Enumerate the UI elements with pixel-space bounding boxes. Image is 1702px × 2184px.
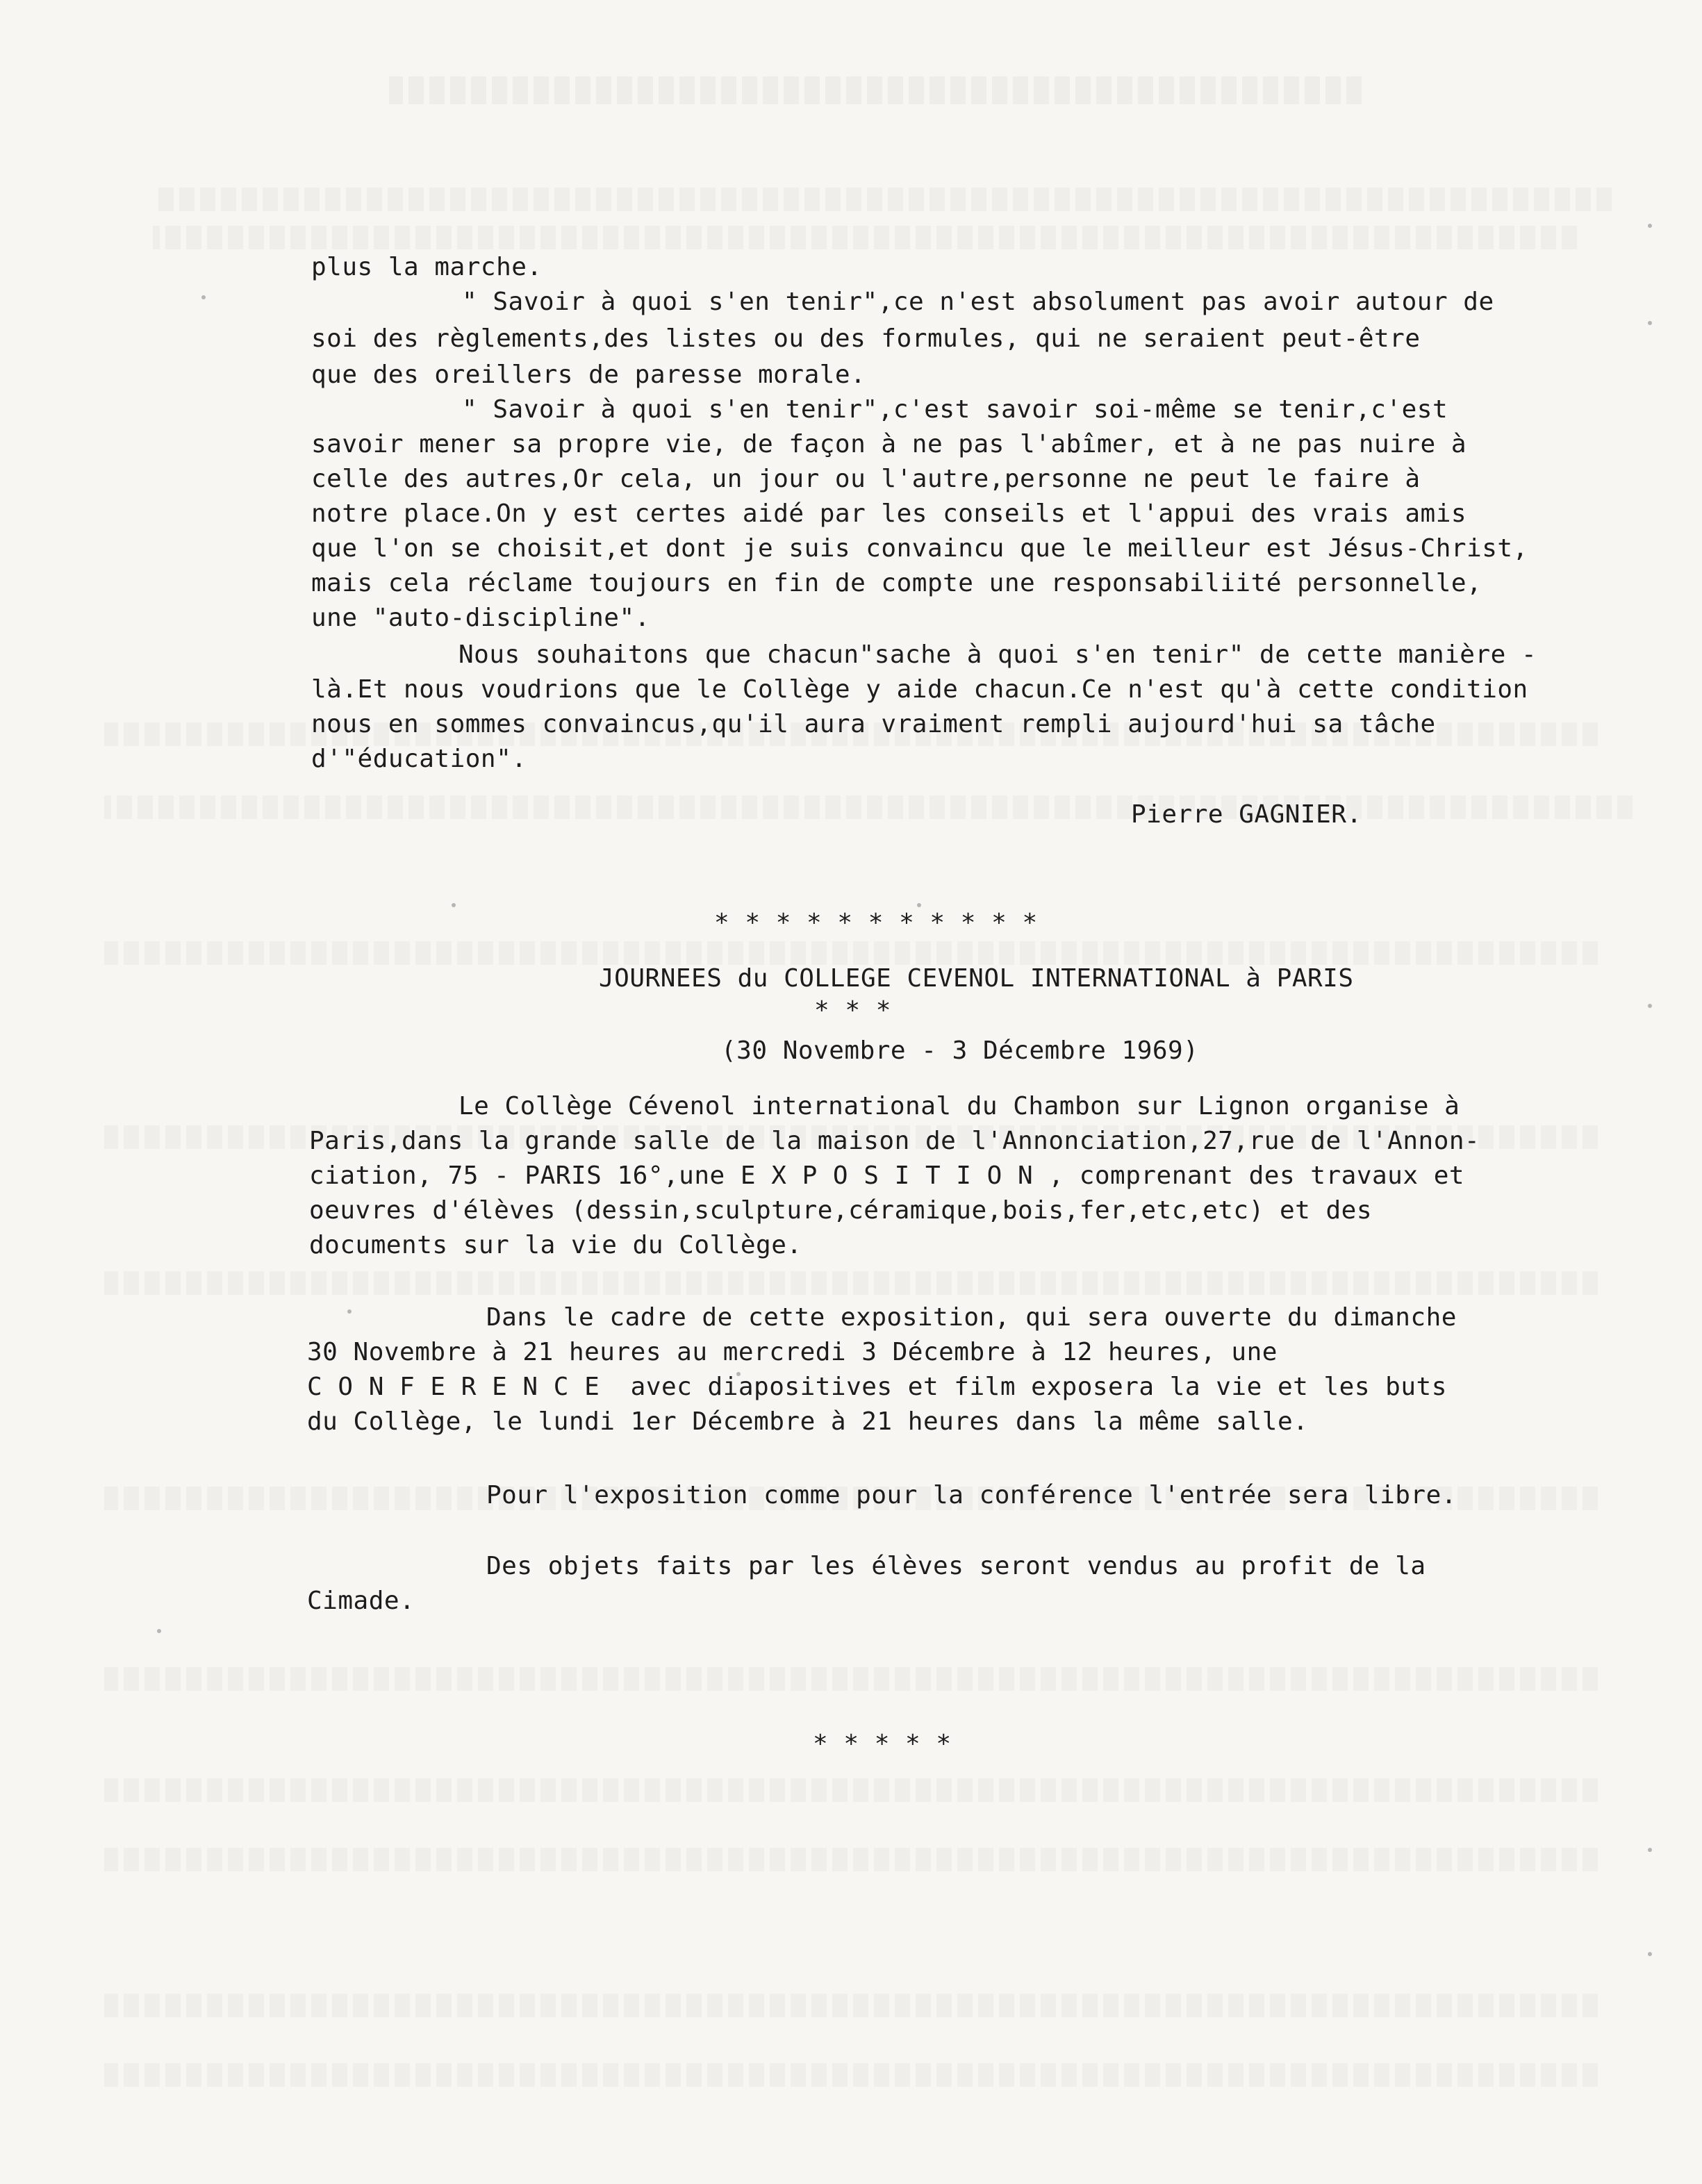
text-line: " Savoir à quoi s'en tenir",ce n'est absolument pas avoir autour de (462, 288, 1494, 316)
paper-speck (1648, 224, 1652, 228)
text-line: une "auto-discipline". (311, 604, 650, 632)
paper-speck (347, 1309, 352, 1314)
text-line: du Collège, le lundi 1er Décembre à 21 heures dans la même salle. (307, 1407, 1309, 1436)
text-line: Des objets faits par les élèves seront vendus au profit de la (486, 1552, 1426, 1580)
announcement-dates: (30 Novembre - 3 Décembre 1969) (721, 1036, 1199, 1065)
title-stars: * * * (814, 996, 891, 1025)
text-line: savoir mener sa propre vie, de façon à ne pas l'abîmer, et à ne pas nuire à (311, 430, 1467, 458)
paper-speck (452, 903, 456, 907)
paper-speck (1648, 321, 1652, 325)
text-line: " Savoir à quoi s'en tenir",c'est savoir soi-même se tenir,c'est (462, 395, 1448, 424)
text-line: d'"éducation". (311, 745, 527, 773)
text-line: soi des règlements,des listes ou des formules, qui ne seraient peut-être (311, 324, 1421, 353)
text-line: C O N F E R E N C E avec diapositives et film exposera la vie et les buts (307, 1373, 1447, 1401)
text-line: documents sur la vie du Collège. (309, 1231, 802, 1259)
separator: * * * * * (813, 1730, 952, 1758)
text-line: nous en sommes convaincus,qu'il aura vraiment rempli aujourd'hui sa tâche (311, 710, 1436, 738)
text-line: Nous souhaitons que chacun"sache à quoi s'en tenir" de cette manière - (458, 640, 1537, 669)
signature: Pierre GAGNIER. (1131, 800, 1362, 829)
paper-speck (1648, 1848, 1652, 1852)
text-line: ciation, 75 - PARIS 16°,une E X P O S I T I O N , comprenant des travaux et (309, 1161, 1465, 1190)
paper-speck (157, 1629, 161, 1633)
paper-speck (1648, 1004, 1652, 1008)
text-line: mais cela réclame toujours en fin de compte une responsabiliité personnelle, (311, 569, 1482, 597)
announcement-title: JOURNEES du COLLEGE CEVENOL INTERNATIONAL à PARIS (599, 964, 1354, 993)
paper-speck (201, 295, 206, 299)
text-line: celle des autres,Or cela, un jour ou l'autre,personne ne peut le faire à (311, 465, 1421, 493)
text-line: 30 Novembre à 21 heures au mercredi 3 Décembre à 12 heures, une (307, 1338, 1278, 1366)
text-line: notre place.On y est certes aidé par les conseils et l'appui des vrais amis (311, 499, 1467, 528)
text-line: Cimade. (307, 1587, 415, 1615)
text-line: Pour l'exposition comme pour la conférence l'entrée sera libre. (486, 1481, 1457, 1509)
text-line: Paris,dans la grande salle de la maison de l'Annonciation,27,rue de l'Annon- (309, 1127, 1480, 1155)
text-line: Le Collège Cévenol international du Chambon sur Lignon organise à (458, 1092, 1460, 1120)
text-line: là.Et nous voudrions que le Collège y aide chacun.Ce n'est qu'à cette condition (311, 675, 1528, 704)
text-line: que l'on se choisit,et dont je suis convaincu que le meilleur est Jésus-Christ, (311, 534, 1528, 563)
text-line: que des oreillers de paresse morale. (311, 361, 866, 389)
text-line: oeuvres d'élèves (dessin,sculpture,céramique,bois,fer,etc,etc) et des (309, 1196, 1372, 1225)
paper-speck (1648, 1952, 1652, 1956)
text-line: plus la marche. (311, 253, 543, 281)
separator: * * * * * * * * * * * (714, 909, 1038, 937)
text-line: Dans le cadre de cette exposition, qui sera ouverte du dimanche (486, 1303, 1457, 1332)
